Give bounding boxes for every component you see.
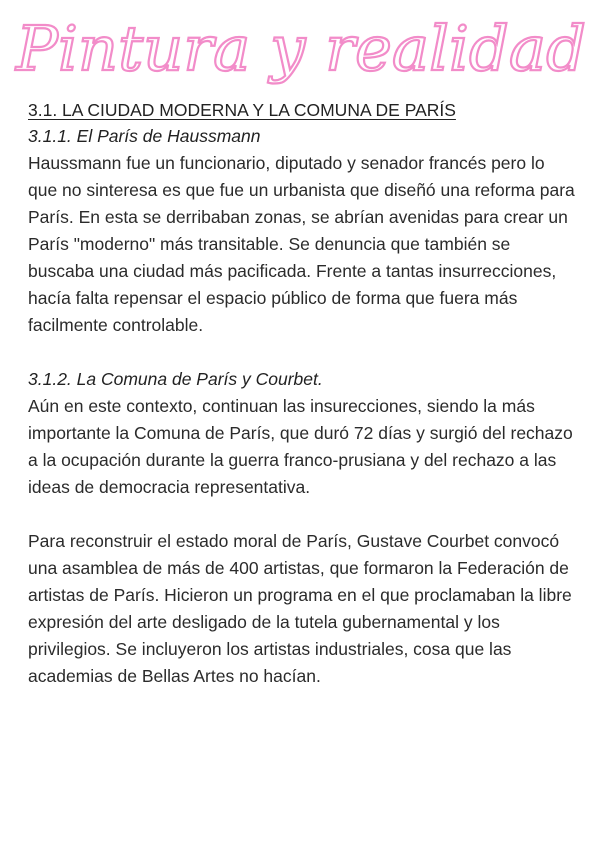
spacer <box>28 501 576 528</box>
paragraph-haussmann: Haussmann fue un funcionario, diputado y senador francés pero lo que no sinteresa es que fue un urbanista que diseñó una reforma para París. En esta se derribaban zonas, se abrían avenidas para crear un París "moderno" más transitable. Se denuncia que también se buscaba una ciudad más pacificada. Frente a tantas insurrecciones, hacía falta repensar el espacio público de forma que fuera más facilmente controlable. <box>28 153 575 335</box>
document-body <box>28 97 576 690</box>
section-heading: 3.1. LA CIUDAD MODERNA Y LA COMUNA DE PARÍS <box>28 100 456 120</box>
spacer <box>28 339 576 366</box>
handwritten-title <box>6 2 596 94</box>
paragraph-comuna: Aún en este contexto, continuan las insurecciones, siendo la más importante la Comuna de París, que duró 72 días y surgió del rechazo a la ocupación durante la guerra franco-prusiana y del rechazo a las ideas de democracia representativa. <box>28 396 573 497</box>
subsection-heading-comuna: 3.1.2. La Comuna de París y Courbet. <box>28 369 323 389</box>
title-text: Pintura y realidad <box>14 12 586 85</box>
subsection-heading-haussmann: 3.1.1. El París de Haussmann <box>28 126 261 146</box>
paragraph-courbet: Para reconstruir el estado moral de París, Gustave Courbet convocó una asamblea de más de 400 artistas, que formaron la Federación de artistas de París. Hicieron un programa en el que proclamaban la libre expresión del arte desligado de la tutela gubernamental y los privilegios. Se incluyeron los artistas industriales, cosa que las academias de Bellas Artes no hacían. <box>28 531 572 686</box>
